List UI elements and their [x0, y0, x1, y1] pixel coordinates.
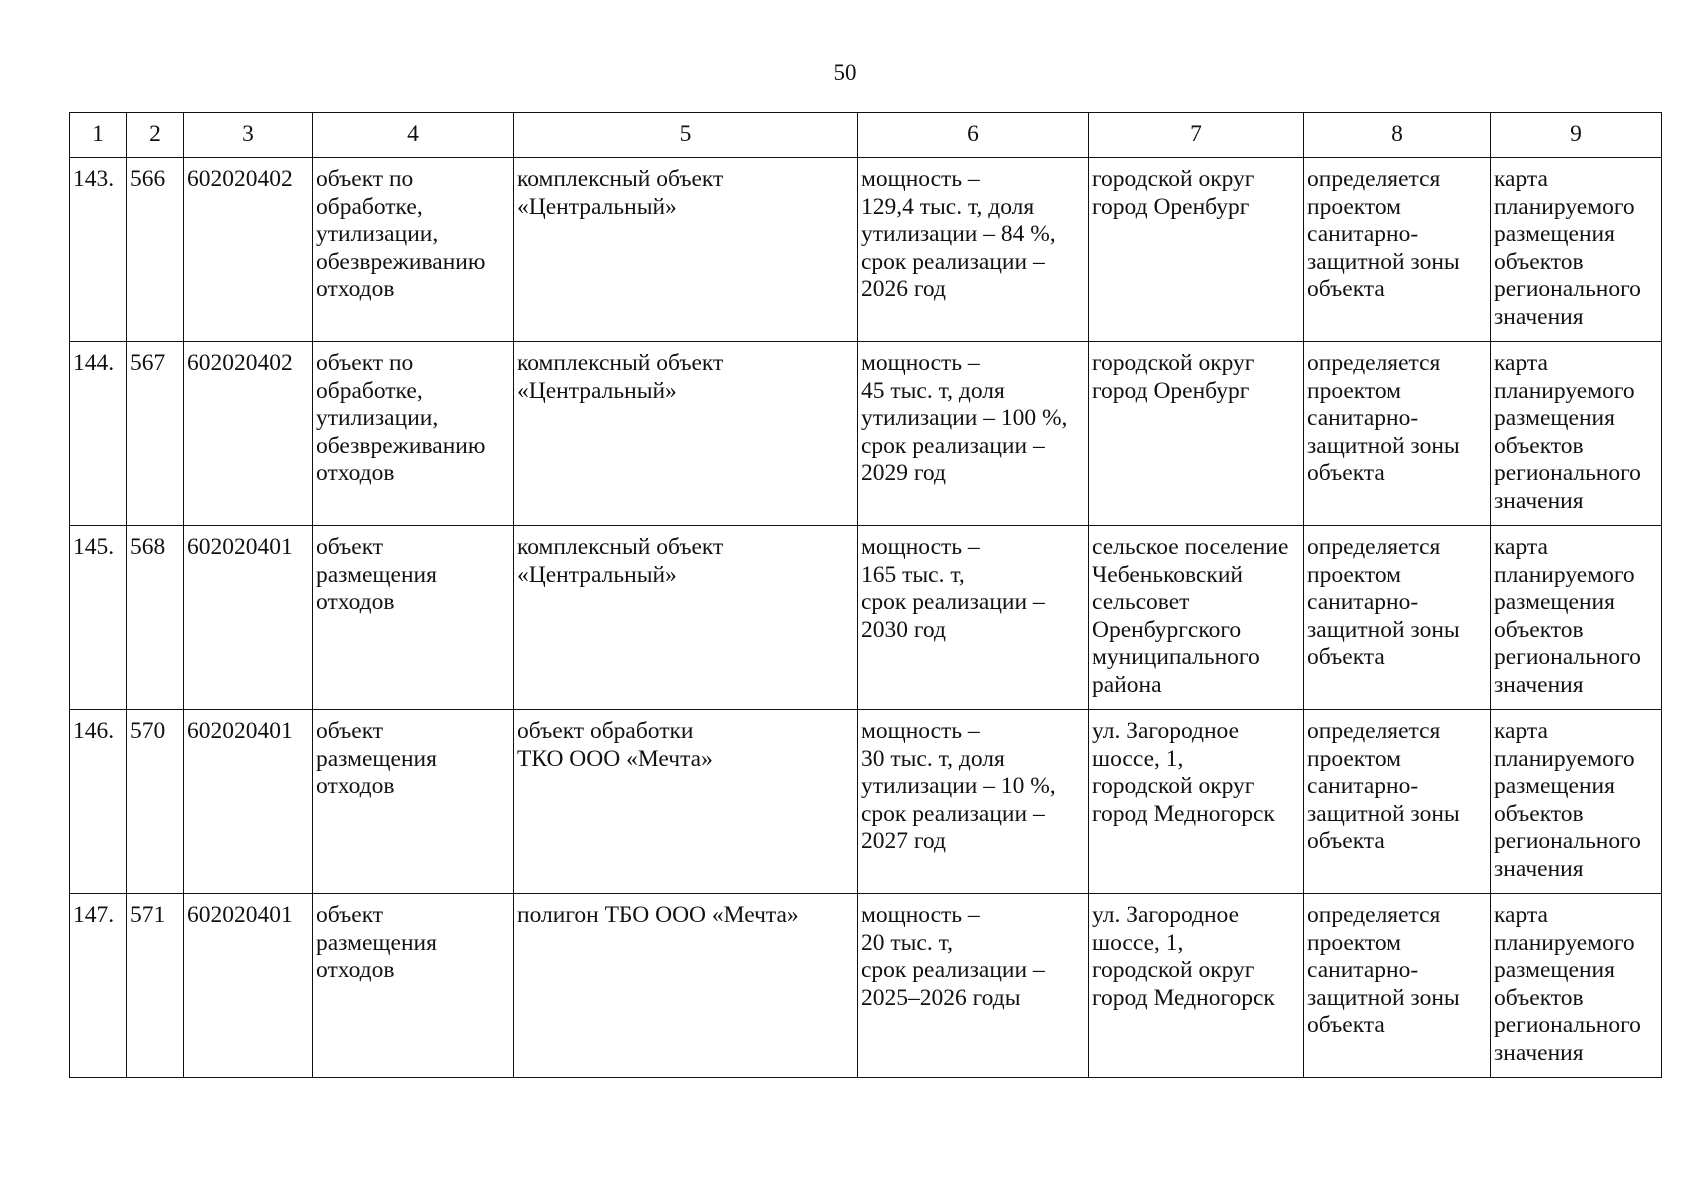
cell-zone: определяется проектом санитарно- защитной зоны объекта: [1304, 342, 1491, 526]
cell-code: 602020401: [184, 894, 313, 1078]
cell-location: городской округ город Оренбург: [1089, 158, 1304, 342]
cell-code: 602020401: [184, 710, 313, 894]
cell-zone: определяется проектом санитарно- защитной зоны объекта: [1304, 158, 1491, 342]
cell-row-number: 147.: [70, 894, 127, 1078]
header-col-7: 7: [1089, 113, 1304, 158]
cell-location: сельское поселение Чебеньковский сельсовет Оренбургского муниципального района: [1089, 526, 1304, 710]
cell-object-number: 568: [127, 526, 184, 710]
table-row: [70, 158, 1662, 342]
cell-characteristics: мощность – 20 тыс. т, срок реализации – 2025–2026 годы: [858, 894, 1089, 1078]
cell-object-type: объект размещения отходов: [313, 894, 514, 1078]
objects-table: [69, 112, 1662, 1078]
page-number: 50: [833, 60, 857, 85]
cell-map: карта планируемого размещения объектов регионального значения: [1491, 894, 1662, 1078]
cell-location: ул. Загородное шоссе, 1, городской округ город Медногорск: [1089, 710, 1304, 894]
cell-object-number: 567: [127, 342, 184, 526]
cell-location: городской округ город Оренбург: [1089, 342, 1304, 526]
header-col-2: 2: [127, 113, 184, 158]
table-header: [70, 113, 1662, 158]
cell-code: 602020402: [184, 342, 313, 526]
cell-object-number: 571: [127, 894, 184, 1078]
cell-row-number: 145.: [70, 526, 127, 710]
cell-location: ул. Загородное шоссе, 1, городской округ город Медногорск: [1089, 894, 1304, 1078]
cell-object-type: объект по обработке, утилизации, обезвреживанию отходов: [313, 342, 514, 526]
cell-map: карта планируемого размещения объектов регионального значения: [1491, 526, 1662, 710]
cell-characteristics: мощность – 30 тыс. т, доля утилизации – 10 %, срок реализации – 2027 год: [858, 710, 1089, 894]
cell-map: карта планируемого размещения объектов регионального значения: [1491, 342, 1662, 526]
header-col-1: 1: [70, 113, 127, 158]
cell-row-number: 144.: [70, 342, 127, 526]
cell-characteristics: мощность – 45 тыс. т, доля утилизации – 100 %, срок реализации – 2029 год: [858, 342, 1089, 526]
cell-object-name: комплексный объект «Центральный»: [514, 158, 858, 342]
header-col-3: 3: [184, 113, 313, 158]
header-row: [70, 113, 1662, 158]
cell-zone: определяется проектом санитарно- защитной зоны объекта: [1304, 526, 1491, 710]
table-row: [70, 710, 1662, 894]
cell-object-name: полигон ТБО ООО «Мечта»: [514, 894, 858, 1078]
cell-characteristics: мощность – 165 тыс. т, срок реализации – 2030 год: [858, 526, 1089, 710]
cell-row-number: 143.: [70, 158, 127, 342]
cell-code: 602020402: [184, 158, 313, 342]
cell-characteristics: мощность – 129,4 тыс. т, доля утилизации – 84 %, срок реализации – 2026 год: [858, 158, 1089, 342]
header-col-5: 5: [514, 113, 858, 158]
cell-object-name: комплексный объект «Центральный»: [514, 342, 858, 526]
cell-zone: определяется проектом санитарно- защитной зоны объекта: [1304, 894, 1491, 1078]
table-row: [70, 526, 1662, 710]
cell-object-number: 566: [127, 158, 184, 342]
cell-object-name: комплексный объект «Центральный»: [514, 526, 858, 710]
table-row: [70, 894, 1662, 1078]
cell-map: карта планируемого размещения объектов регионального значения: [1491, 158, 1662, 342]
cell-zone: определяется проектом санитарно- защитной зоны объекта: [1304, 710, 1491, 894]
header-col-4: 4: [313, 113, 514, 158]
header-col-6: 6: [858, 113, 1089, 158]
cell-object-number: 570: [127, 710, 184, 894]
cell-row-number: 146.: [70, 710, 127, 894]
cell-object-type: объект размещения отходов: [313, 710, 514, 894]
cell-object-type: объект по обработке, утилизации, обезвреживанию отходов: [313, 158, 514, 342]
table-body: [70, 158, 1662, 1078]
table-row: [70, 342, 1662, 526]
cell-code: 602020401: [184, 526, 313, 710]
cell-map: карта планируемого размещения объектов регионального значения: [1491, 710, 1662, 894]
header-col-8: 8: [1304, 113, 1491, 158]
cell-object-name: объект обработки ТКО ООО «Мечта»: [514, 710, 858, 894]
cell-object-type: объект размещения отходов: [313, 526, 514, 710]
header-col-9: 9: [1491, 113, 1662, 158]
